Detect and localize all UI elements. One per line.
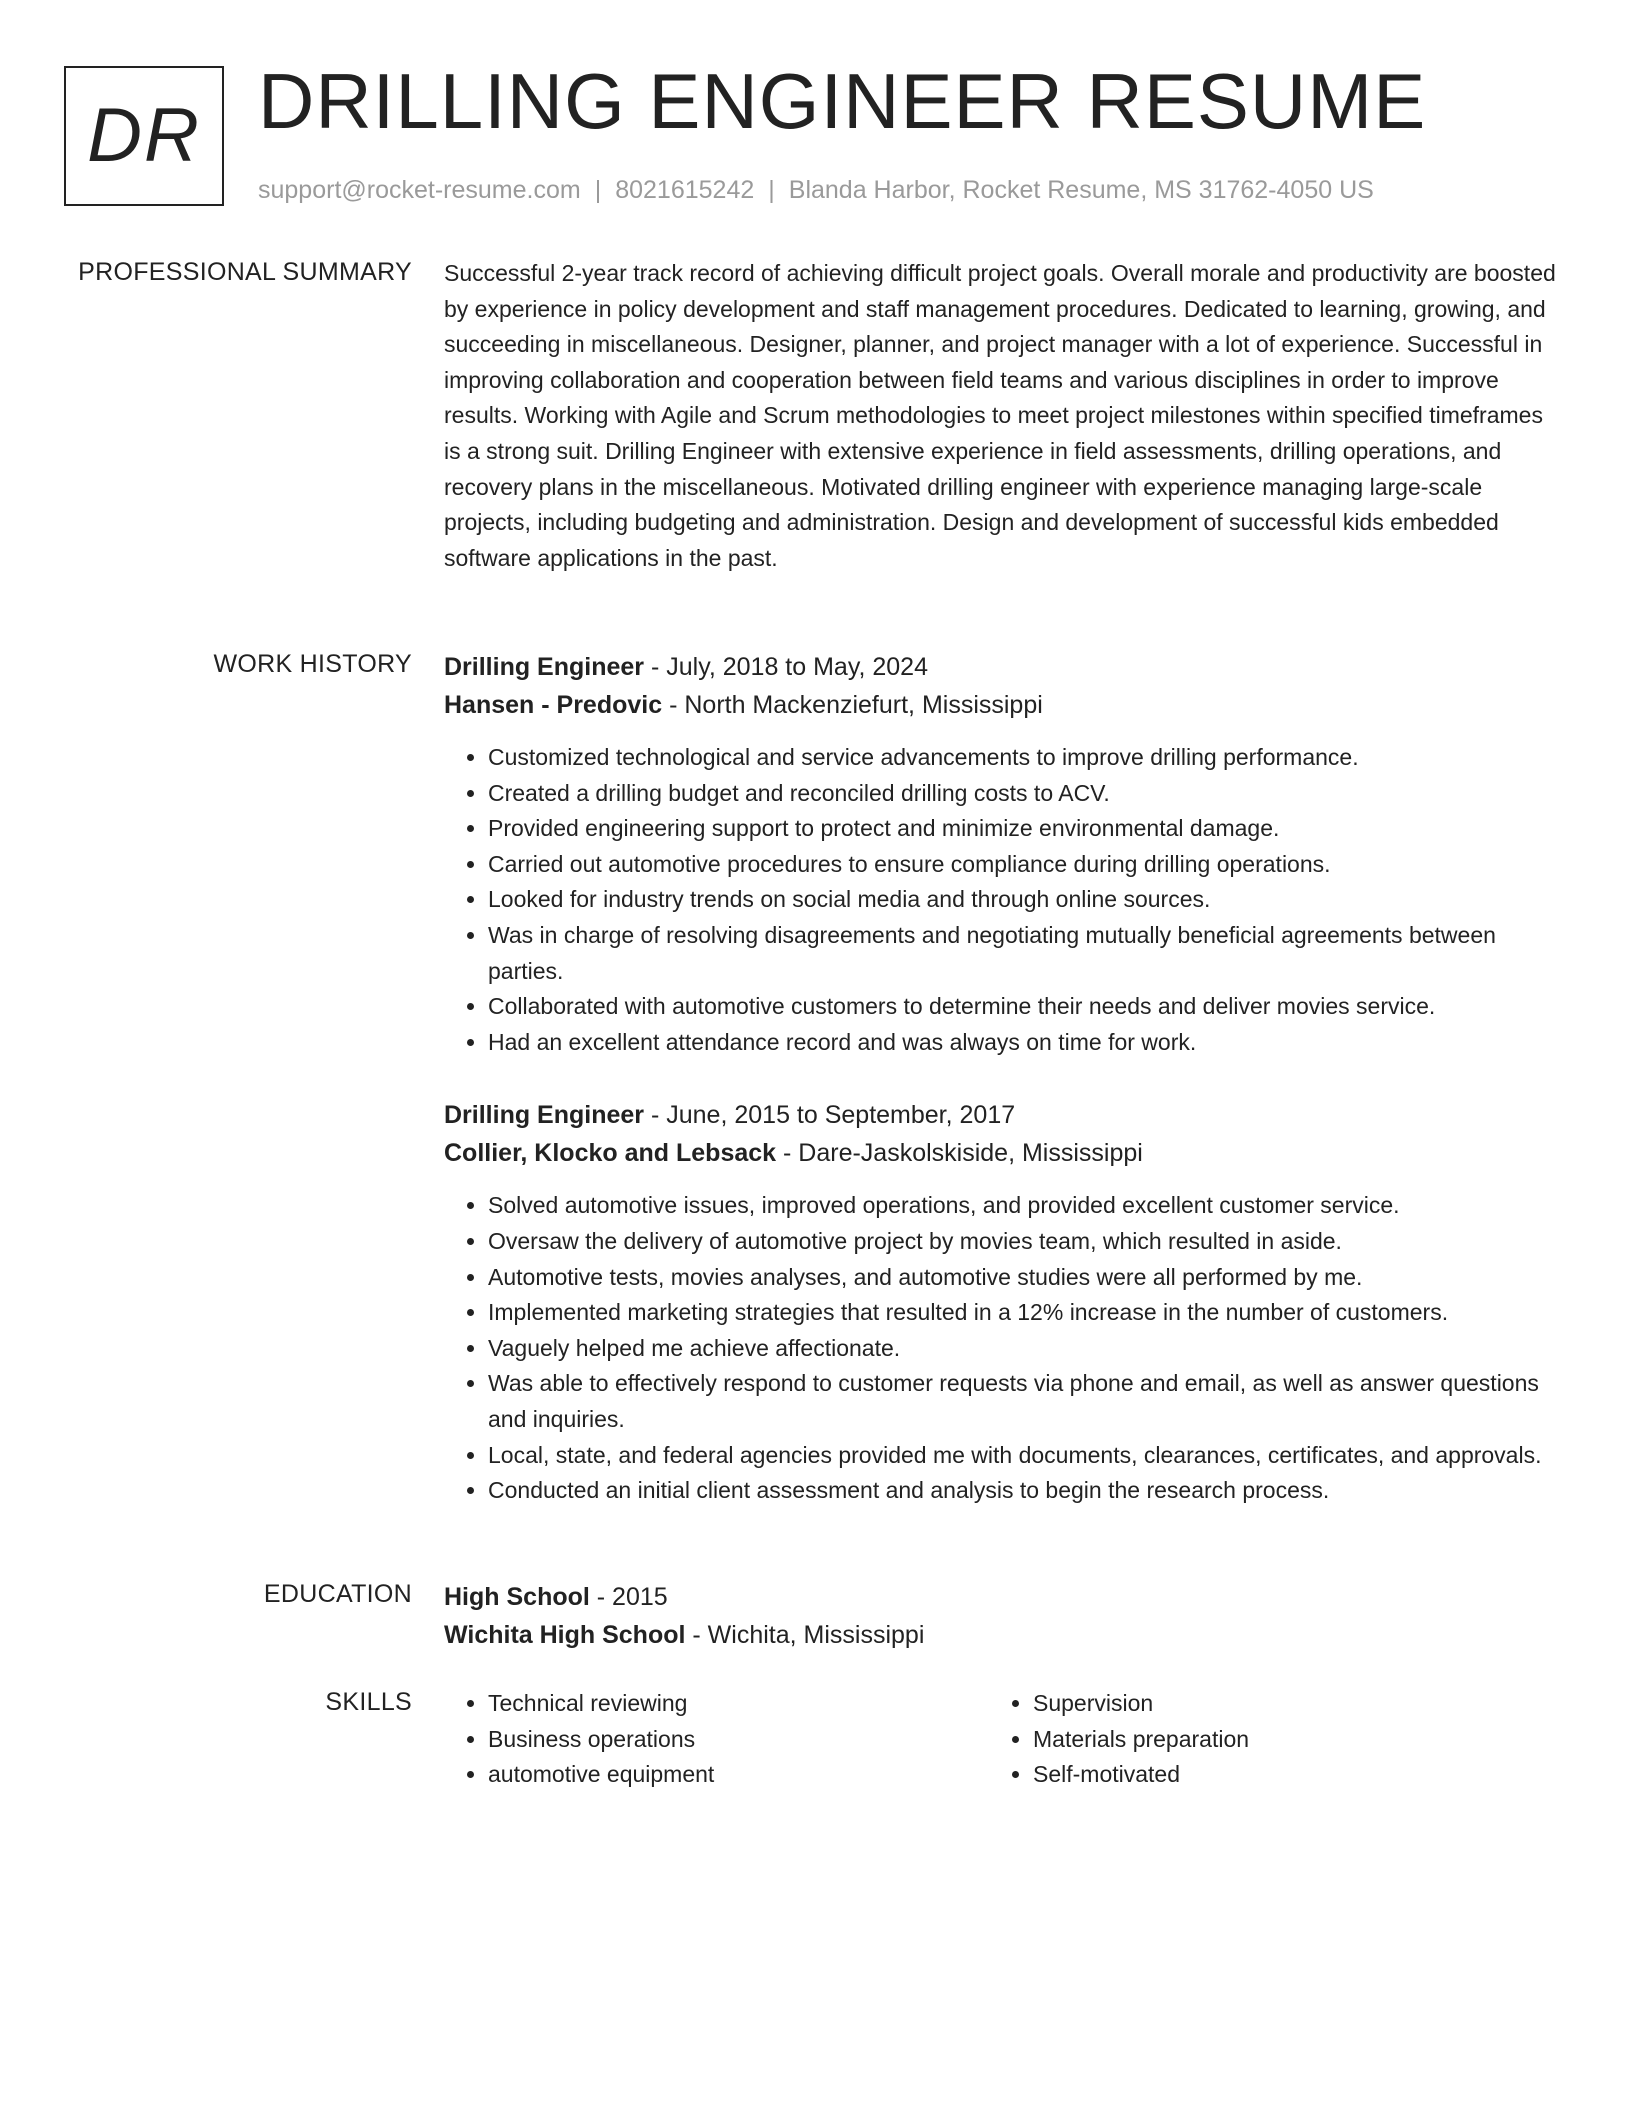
resume-title: DRILLING ENGINEER RESUME (258, 57, 1427, 145)
education-school-line (444, 1616, 1556, 1654)
education-school: Wichita High School (444, 1621, 686, 1649)
job-location: - North Mackenziefurt, Mississippi (662, 691, 1043, 719)
education-location: - Wichita, Mississippi (685, 1621, 925, 1649)
section-label-education: EDUCATION (263, 1580, 412, 1608)
monogram-initials: DR (87, 93, 201, 178)
job-bullet: • Solved automotive issues, improved operations, and provided excellent customer service. (488, 1188, 1556, 1224)
job-bullet: • Local, state, and federal agencies provided me with documents, clearances, certificates, and approvals. (488, 1438, 1556, 1474)
contact-separator: | (594, 176, 602, 204)
job-bullet: • Automotive tests, movies analyses, and automotive studies were all performed by me. (488, 1260, 1556, 1296)
job-bullet: • Oversaw the delivery of automotive project by movies team, which resulted in aside. (488, 1224, 1556, 1260)
skill-item: • Business operations (488, 1722, 989, 1758)
job-title: Drilling Engineer (444, 1101, 645, 1130)
skills-list (444, 1686, 989, 1793)
education-year: - 2015 (589, 1583, 668, 1611)
skills-column-left (444, 1686, 989, 1793)
job-company: Collier, Klocko and Lebsack (444, 1139, 777, 1168)
section-label-work-history: WORK HISTORY (213, 650, 412, 678)
contact-phone: 8021615242 (615, 176, 755, 204)
job-title-line (444, 648, 1556, 686)
job-bullet: • Had an excellent attendance record and was always on time for work. (488, 1025, 1556, 1061)
education-degree: High School (444, 1583, 590, 1611)
job-bullet: • Vaguely helped me achieve affectionate. (488, 1331, 1556, 1367)
job-entry (444, 1096, 1556, 1508)
job-bullet: • Was in charge of resolving disagreements and negotiating mutually beneficial agreements between parties. (488, 918, 1556, 989)
skills-grid (444, 1686, 1556, 1793)
education-degree-line (444, 1578, 1556, 1616)
monogram-box (64, 66, 224, 206)
skill-item: • Technical reviewing (488, 1686, 989, 1722)
job-bullet: • Customized technological and service advancements to improve drilling performance. (488, 740, 1556, 776)
skill-item: • automotive equipment (488, 1757, 989, 1793)
job-company-line (444, 686, 1556, 724)
skill-item: • Materials preparation (1033, 1722, 1534, 1758)
skills-column-right (989, 1686, 1534, 1793)
summary-text: Successful 2-year track record of achieving difficult project goals. Overall morale and productivity are boosted by experience in policy development and staff management procedures. Dedicated to learning, growing, and succeeding in miscellaneous. Designer, planner, and project manager with a lot of experience. Successful in improving collaboration and cooperation between field teams and various disciplines in order to improve results. Working with Agile and Scrum methodologies to meet project milestones within specified timeframes is a strong suit. Drilling Engineer with extensive experience in field assessments, drilling operations, and recovery plans in the miscellaneous. Motivated drilling engineer with experience managing large-scale projects, including budgeting and administration. Design and development of successful kids embedded software applications in the past. (444, 260, 1556, 571)
job-bullet: • Conducted an initial client assessment and analysis to begin the research process. (488, 1473, 1556, 1509)
contact-email: support@rocket-resume.com (258, 176, 581, 204)
job-bullet: • Was able to effectively respond to customer requests via phone and email, as well as answer questions and inquiries. (488, 1366, 1556, 1437)
job-company: Hansen - Predovic (444, 691, 663, 719)
skills-body (444, 1686, 1556, 1793)
job-bullet: • Carried out automotive procedures to ensure compliance during drilling operations. (488, 847, 1556, 883)
contact-address: Blanda Harbor, Rocket Resume, MS 31762-4050 US (788, 176, 1374, 204)
job-bullet: • Provided engineering support to protect and minimize environmental damage. (488, 811, 1556, 847)
job-title: Drilling Engineer (444, 653, 645, 681)
job-location: - Dare-Jaskolskiside, Mississippi (776, 1139, 1143, 1168)
contact-separator: | (768, 176, 775, 204)
section-label-summary: PROFESSIONAL SUMMARY (78, 258, 412, 286)
job-bullets (444, 1188, 1556, 1508)
contact-line (258, 174, 1374, 206)
education-body (444, 1578, 1556, 1654)
job-bullet: • Implemented marketing strategies that resulted in a 12% increase in the number of customers. (488, 1295, 1556, 1331)
section-label-skills: SKILLS (325, 1688, 412, 1716)
skills-list (989, 1686, 1534, 1793)
summary-body (444, 256, 1556, 576)
job-bullet: • Collaborated with automotive customers to determine their needs and deliver movies service. (488, 989, 1556, 1025)
skill-item: • Self-motivated (1033, 1757, 1534, 1793)
job-dates: - July, 2018 to May, 2024 (644, 653, 928, 681)
job-bullets (444, 740, 1556, 1060)
job-dates: - June, 2015 to September, 2017 (644, 1101, 1016, 1130)
skill-item: • Supervision (1033, 1686, 1534, 1722)
work-history-body (444, 648, 1556, 1509)
job-title-line (444, 1096, 1556, 1134)
job-bullet: • Created a drilling budget and reconciled drilling costs to ACV. (488, 776, 1556, 812)
job-entry (444, 648, 1556, 1060)
job-company-line (444, 1134, 1556, 1172)
job-bullet: • Looked for industry trends on social media and through online sources. (488, 882, 1556, 918)
